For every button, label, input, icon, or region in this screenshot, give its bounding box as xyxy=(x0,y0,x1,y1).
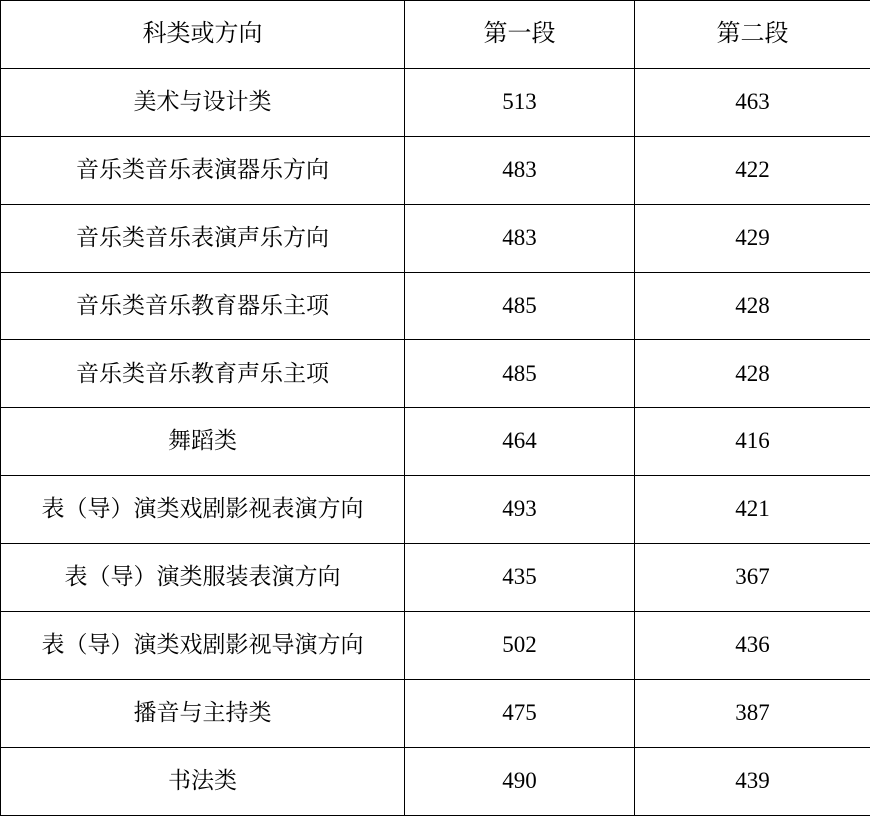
table-row xyxy=(1,136,870,204)
cell-category: 表（导）演类服装表演方向 xyxy=(1,544,405,612)
column-header-segment-1: 第一段 xyxy=(405,1,635,69)
cell-segment-1: 464 xyxy=(405,408,635,476)
cell-segment-2: 416 xyxy=(635,408,870,476)
cell-segment-2: 387 xyxy=(635,679,870,747)
cell-segment-2: 367 xyxy=(635,544,870,612)
cell-category: 舞蹈类 xyxy=(1,408,405,476)
cell-segment-2: 421 xyxy=(635,476,870,544)
cell-segment-1: 485 xyxy=(405,340,635,408)
cell-segment-2: 429 xyxy=(635,204,870,272)
cell-segment-1: 475 xyxy=(405,679,635,747)
table-body xyxy=(1,68,870,815)
cell-category: 美术与设计类 xyxy=(1,68,405,136)
cell-segment-1: 483 xyxy=(405,136,635,204)
cell-category: 表（导）演类戏剧影视导演方向 xyxy=(1,612,405,680)
cell-segment-2: 436 xyxy=(635,612,870,680)
table-header xyxy=(1,1,870,69)
table-header-row xyxy=(1,1,870,69)
table-row xyxy=(1,476,870,544)
table-row xyxy=(1,204,870,272)
table-row xyxy=(1,408,870,476)
cell-segment-2: 463 xyxy=(635,68,870,136)
table-row xyxy=(1,272,870,340)
cell-category: 播音与主持类 xyxy=(1,679,405,747)
cell-segment-1: 490 xyxy=(405,747,635,815)
cell-segment-2: 439 xyxy=(635,747,870,815)
cell-category: 音乐类音乐教育声乐主项 xyxy=(1,340,405,408)
cell-category: 音乐类音乐表演器乐方向 xyxy=(1,136,405,204)
cell-segment-1: 483 xyxy=(405,204,635,272)
cell-segment-2: 428 xyxy=(635,340,870,408)
cell-category: 音乐类音乐表演声乐方向 xyxy=(1,204,405,272)
table-row xyxy=(1,612,870,680)
cell-category: 表（导）演类戏剧影视表演方向 xyxy=(1,476,405,544)
cell-segment-1: 485 xyxy=(405,272,635,340)
table-row xyxy=(1,544,870,612)
table-row xyxy=(1,340,870,408)
cell-category: 音乐类音乐教育器乐主项 xyxy=(1,272,405,340)
cell-category: 书法类 xyxy=(1,747,405,815)
table-row xyxy=(1,68,870,136)
cell-segment-1: 513 xyxy=(405,68,635,136)
column-header-segment-2: 第二段 xyxy=(635,1,870,69)
table-row xyxy=(1,679,870,747)
cell-segment-1: 502 xyxy=(405,612,635,680)
cell-segment-1: 493 xyxy=(405,476,635,544)
cell-segment-2: 428 xyxy=(635,272,870,340)
column-header-category: 科类或方向 xyxy=(1,1,405,69)
table-row xyxy=(1,747,870,815)
cell-segment-2: 422 xyxy=(635,136,870,204)
cell-segment-1: 435 xyxy=(405,544,635,612)
